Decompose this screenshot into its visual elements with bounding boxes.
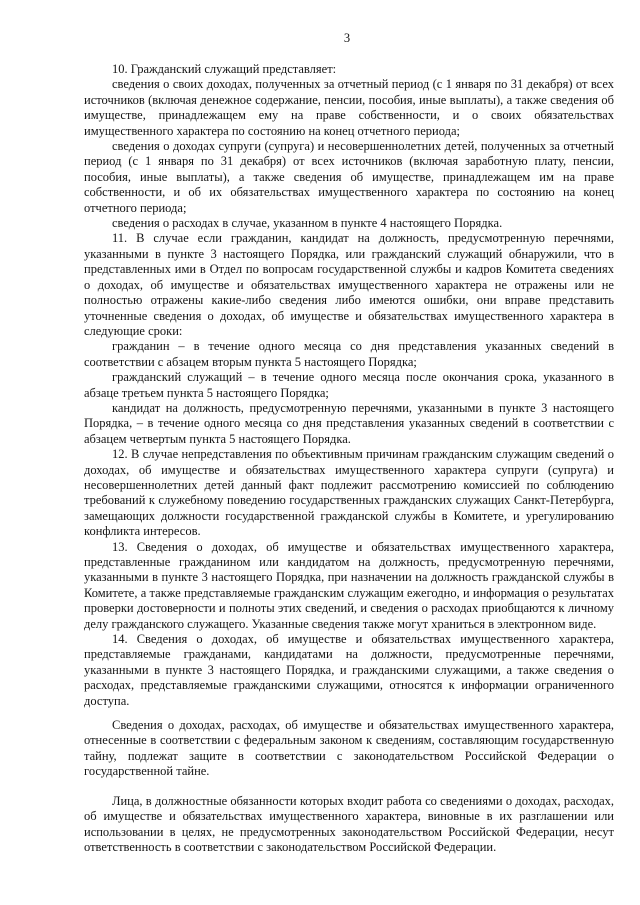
paragraph-14: 14. Сведения о доходах, об имуществе и обязательствах имущественного характера, представляемые гражданами, кандидатами на должности, предусмотренные перечнями, указанными в пункте 3 настоящего Порядка, и гражданскими служащими, а также сведения о расходах, представляемые гражданскими служащими, относятся к информации ограниченного доступа. bbox=[84, 632, 614, 708]
paragraph-11-civil-servant: гражданский служащий – в течение одного месяца после окончания срока, указанного в абзаце третьем пункта 5 настоящего Порядка; bbox=[84, 370, 614, 400]
paragraph-14-liability: Лица, в должностные обязанности которых входит работа со сведениями о доходах, расходах, об имуществе и обязательствах имущественного характера, виновные в их разглашении или использовании в целях, не предусмотренных законодательством Российской Федерации, несут ответственность в соответствии с законодательством Российской Федерации. bbox=[84, 793, 614, 854]
paragraph-11-candidate: кандидат на должность, предусмотренную перечнями, указанными в пункте 3 настоящего Порядка, – в течение одного месяца со дня представления указанных сведений в соответствии с абзацем четвертым пункта 5 настоящего Порядка. bbox=[84, 400, 614, 446]
paragraph-10-expenses: сведения о расходах в случае, указанном в пункте 4 настоящего Порядка. bbox=[112, 216, 503, 231]
paragraph-11-citizen: гражданин – в течение одного месяца со дня представления указанных сведений в соответствии с абзацем вторым пункта 5 настоящего Порядка; bbox=[84, 339, 614, 369]
paragraph-10-spouse-income: сведения о доходах супруги (супруга) и несовершеннолетних детей, полученных за отчетный период (с 1 января по 31 декабря) от всех источников (включая заработную плату, пенсии, пособия, иные выплаты), а также сведения об имуществе, принадлежащем им на праве собственности, и об их обязательствах имущественного характера по состоянию на конец отчетного периода; bbox=[84, 139, 614, 215]
paragraph-10: 10. Гражданский служащий представляет: bbox=[112, 62, 337, 76]
paragraph-12: 12. В случае непредставления по объективным причинам гражданским служащим сведений о доходах, об имуществе и обязательствах имущественного характера супруги (супруга) и несовершеннолетних детей данный факт подлежит рассмотрению комиссией по соблюдению требований к служебному поведению государственных гражданских служащих Санкт-Петербурга, замещающих должности государственной гражданской службы в Комитете, и урегулированию конфликта интересов. bbox=[84, 447, 614, 539]
paragraph-10-income: сведения о своих доходах, полученных за отчетный период (с 1 января по 31 декабря) от всех источников (включая денежное содержание, пенсии, пособия, иные выплаты), а также сведения об имуществе, принадлежащем ему на праве собственности, и о своих обязательствах имущественного характера по состоянию на конец отчетного периода; bbox=[84, 77, 614, 138]
document-body bbox=[84, 62, 614, 855]
paragraph-13: 13. Сведения о доходах, об имуществе и обязательствах имущественного характера, представленные гражданином или кандидатом на должность, предусмотренную перечнями, указанными в пункте 3 настоящего Порядка, при назначении на должность гражданской службы в Комитете, а также представляемые гражданским служащим ежегодно, и информация о результатах проверки достоверности и полноты этих сведений, и сведения о расходах приобщаются к личному делу гражданского служащего. Указанные сведения также могут храниться в электронном виде. bbox=[84, 539, 614, 631]
paragraph-11: 11. В случае если гражданин, кандидат на должность, предусмотренную перечнями, указанными в пункте 3 настоящего Порядка, или гражданский служащий обнаружили, что в представленных ими в Отдел по вопросам государственной службы и кадров Комитета сведениях о доходах, об имуществе и обязательствах имущественного характера не отражены или не полностью отражены какие-либо сведения либо имеются ошибки, они вправе представить уточненные сведения о доходах, об имуществе и обязательствах имущественного характера в следующие сроки: bbox=[84, 231, 614, 338]
paragraph-14-state-secret: Сведения о доходах, расходах, об имуществе и обязательствах имущественного характера, отнесенные в соответствии с федеральным законом к сведениям, составляющим государственную тайну, подлежат защите в соответствии с законодательством Российской Федерации о государственной тайне. bbox=[84, 718, 614, 779]
page-number: 3 bbox=[343, 31, 351, 45]
